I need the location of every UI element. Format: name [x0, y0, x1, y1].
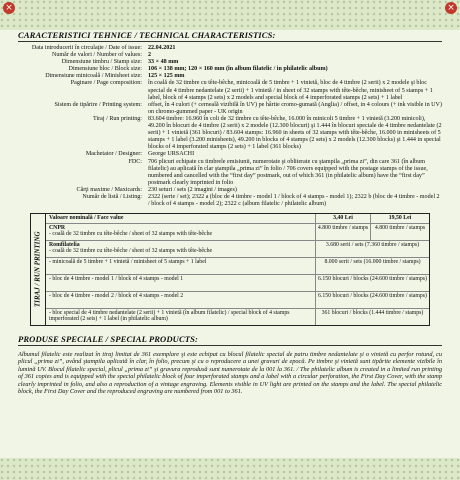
header-value-b: 19,50 Lei [370, 214, 429, 223]
spec-value: 22.04.2021 [148, 45, 176, 51]
spec-row [18, 187, 442, 194]
spec-label: Sistem de tipărire / Printing system: [54, 101, 142, 108]
row-text: - bloc de 4 timbre - model 2 / block of 4 stamps - model 2 [49, 292, 184, 299]
spec-label: Dimensiune timbru / Stamp size: [61, 59, 142, 66]
spec-row [18, 80, 442, 101]
row-quantity: 6.150 blocuri / blocks (24.600 timbre / stamps) [315, 292, 429, 308]
tech-specs [18, 45, 442, 208]
spec-row [18, 52, 442, 59]
spec-label: Număr de listă / Listing: [82, 193, 142, 200]
spec-label: Tiraj / Run printing: [92, 115, 142, 122]
spec-value: 706 plicuri echipate cu timbrele emisiunii, numerotate şi obliterate cu ştampila „prima zi”, din care 361 (în album filatelic) au aplicată în clar ştampila „prima zi” în folio / 706 covers equipped with the postage stamps of the issue, numbered and cancelled with the “first day” postmark, out of which 361 (in philatelic album) have the “first day” postmark clearly imprinted in folio [148, 158, 428, 186]
spec-row [18, 151, 442, 158]
decorative-border-bottom [0, 458, 460, 480]
table-row [46, 275, 429, 292]
spec-value: în coală de 32 timbre cu tête-bêche, minicoală de 5 timbre + 1 vinietă, bloc de 4 timbre (2 serii) x 2 modele şi bloc special de 4 timbre nedantelate (2 serii) + 1 vinietă / in sheet of 32 stamps with tête-bêche, minisheet of 5 stamps + 1 label, block of 4 stamps (2 sets) x 2 models and special block of 4 imperforated stamps (2 sets) + 1 label [148, 80, 433, 101]
row-description [46, 309, 315, 325]
spec-label: Machetator / Designer: [85, 151, 142, 158]
spec-label: Număr de valori / Number of values: [51, 52, 142, 59]
run-side-label: TIRAJ / RUN PRINTING [31, 214, 46, 325]
table-row [46, 241, 429, 258]
row-text: - bloc special de 4 timbre nedantelate (2 serii) + 1 vinietă (în album filatelic) / special block of 4 stamps imperforated (2 sets) + 1 label (in philatelic album) [49, 309, 290, 323]
spec-value: 83.604 timbre: 16.960 în coli de 32 timbre cu tête-bêche, 16.000 în minicoli 5 timbre + 1 vinietă (3.200 minicoli), 49.200 în blocuri de 4 timbre (2 serii) x 2 modele (12.300 blocuri) şi 1.444 în blocuri speciale de 4 timbre nedantelate (2 serii) + 1 vinietă (361 blocuri) / 83.604 stamps: 16.960 in sheets of 32 stamps with tête-bêche, 16.000 in minisheets of 5 stamps + 1 label (3.200 minisheets), 49.200 in blocks of 4 stamps (2 sets) x 2 models (12.300 blocks) şi 1.444 in special blocks of 4 imperforated stamps (2 sets) + 1 label (361 blocks) [148, 115, 442, 151]
row-text: - bloc de 4 timbre - model 1 / block of 4 stamps - model 1 [49, 275, 184, 282]
spec-value: 33 × 48 mm [148, 59, 179, 66]
header-face-value: Valoare nominală / Face value [49, 215, 124, 222]
table-row [46, 309, 429, 325]
row-description [46, 258, 315, 274]
spec-row [18, 159, 442, 187]
row-issuer: CNPR [49, 224, 66, 231]
spec-row [18, 66, 442, 73]
spec-value: 2 [148, 52, 152, 59]
header-value-a: 3,40 Lei [315, 214, 370, 223]
row-description [46, 275, 315, 291]
corner-mark-icon: × [3, 2, 15, 14]
spec-label: Paginare / Page composition: [70, 80, 142, 87]
document-page [18, 28, 442, 462]
row-text: - coală de 32 timbre cu tête-bêche / sheet of 32 stamps with tête-bêche [49, 231, 213, 238]
table-header-row [46, 214, 429, 224]
spec-label: Data introducerii în circulaţie / Date of issue: [31, 45, 142, 51]
row-quantity-b: 4.800 timbre / stamps [370, 224, 429, 240]
table-row [46, 258, 429, 275]
divider [18, 345, 442, 346]
decorative-border-top [0, 0, 460, 30]
spec-label: Dimensiune bloc / Block size: [68, 66, 142, 73]
spec-value: offset, în 4 culori (+ cerneală vizibilă în UV) pe hârtie cromo-gumată (Anglia) / offset, in 4 colours (+ ink visible in UV) on chromo-gummed paper - UK origin [148, 101, 442, 115]
spec-row [18, 102, 442, 116]
table-row [46, 292, 429, 309]
row-quantity: 6.150 blocuri / blocks (24.600 timbre / stamps) [315, 275, 429, 291]
row-issuer: Romfilatelia [49, 241, 80, 248]
row-description [46, 224, 315, 240]
spec-label: FDC: [128, 158, 142, 165]
row-text: - coală de 32 timbre cu tête-bêche / sheet of 32 stamps with tête-bêche [49, 248, 213, 255]
divider [18, 41, 442, 42]
spec-value: 106 × 138 mm; 120 × 160 mm (în album filatelic / in philatelic album) [148, 66, 328, 73]
row-quantity-a: 4.800 timbre / stamps [315, 224, 370, 240]
table-row [46, 224, 429, 241]
row-description [46, 292, 315, 308]
spec-value: 230 seturi / sets (2 imagini / images) [148, 186, 237, 193]
spec-label: Dimensiune minicoală / Minisheet size: [45, 73, 142, 80]
tech-heading: CARACTERISTICI TEHNICE / TECHNICAL CHARACTERISTICS: [18, 30, 276, 40]
row-quantity: 361 blocuri / blocks (1.444 timbre / stamps) [315, 309, 429, 325]
run-printing-table [30, 213, 430, 326]
spec-value: 2322 (serie / set); 2322 a (bloc de 4 timbre - model 1 / block of 4 stamps - model 1); 2322 b (bloc de 4 timbre - model 2 / block of 4 stamps - model 2); 2322 c (album filatelic / philatelic album) [148, 193, 440, 208]
corner-mark-icon: × [445, 2, 457, 14]
spec-row [18, 194, 442, 208]
spec-row [18, 116, 442, 151]
spec-value: 125 × 125 mm [148, 73, 185, 80]
row-text: - minicoală de 5 timbre + 1 vinietă / minisheet of 5 stamps + 1 label [49, 258, 207, 265]
row-description [46, 241, 315, 257]
spec-label: Cărţi maxime / Maxicards: [76, 186, 142, 193]
spec-value: George URSACHI [148, 151, 195, 158]
special-products-text: Albumul filatelic este realizat în tiraj limitat de 361 exemplare şi este echipat cu blocul filatelic special de patru timbre nedantelate şi o vinietă cu perfor rotund, cu plicul „prima zi”, având ştampila aplicată în clar, în folio, precum şi cu o reproducere a unei gravuri de epocă. Pe timbre şi vinietă sunt tipărite elemente vizibile în lumină UV. Blocul filatelic special, plicul „prima zi” şi gravura reprodusă sunt numerotate de la 001 la 361. / The philatelic album is created in a limited run printing of 361 copies and is equipped with the special philatelic block of four imperforated stamps and a label with a circular perforation, the First Day Cover, with the stamp clearly imprinted in folio, and also a reproduction of a vintage engraving. Elements visible in UV light are printed on the stamps and the label. The special philatelic block, the First Day Cover and the reproduced engraving are numbered from 001 to 361. [18, 350, 442, 396]
row-quantity: 3.680 serii / sets (7.360 timbre / stamps) [315, 241, 429, 257]
row-quantity: 8.000 serii / sets (16.000 timbre / stamps) [315, 258, 429, 274]
special-heading: PRODUSE SPECIALE / SPECIAL PRODUCTS: [18, 333, 198, 344]
